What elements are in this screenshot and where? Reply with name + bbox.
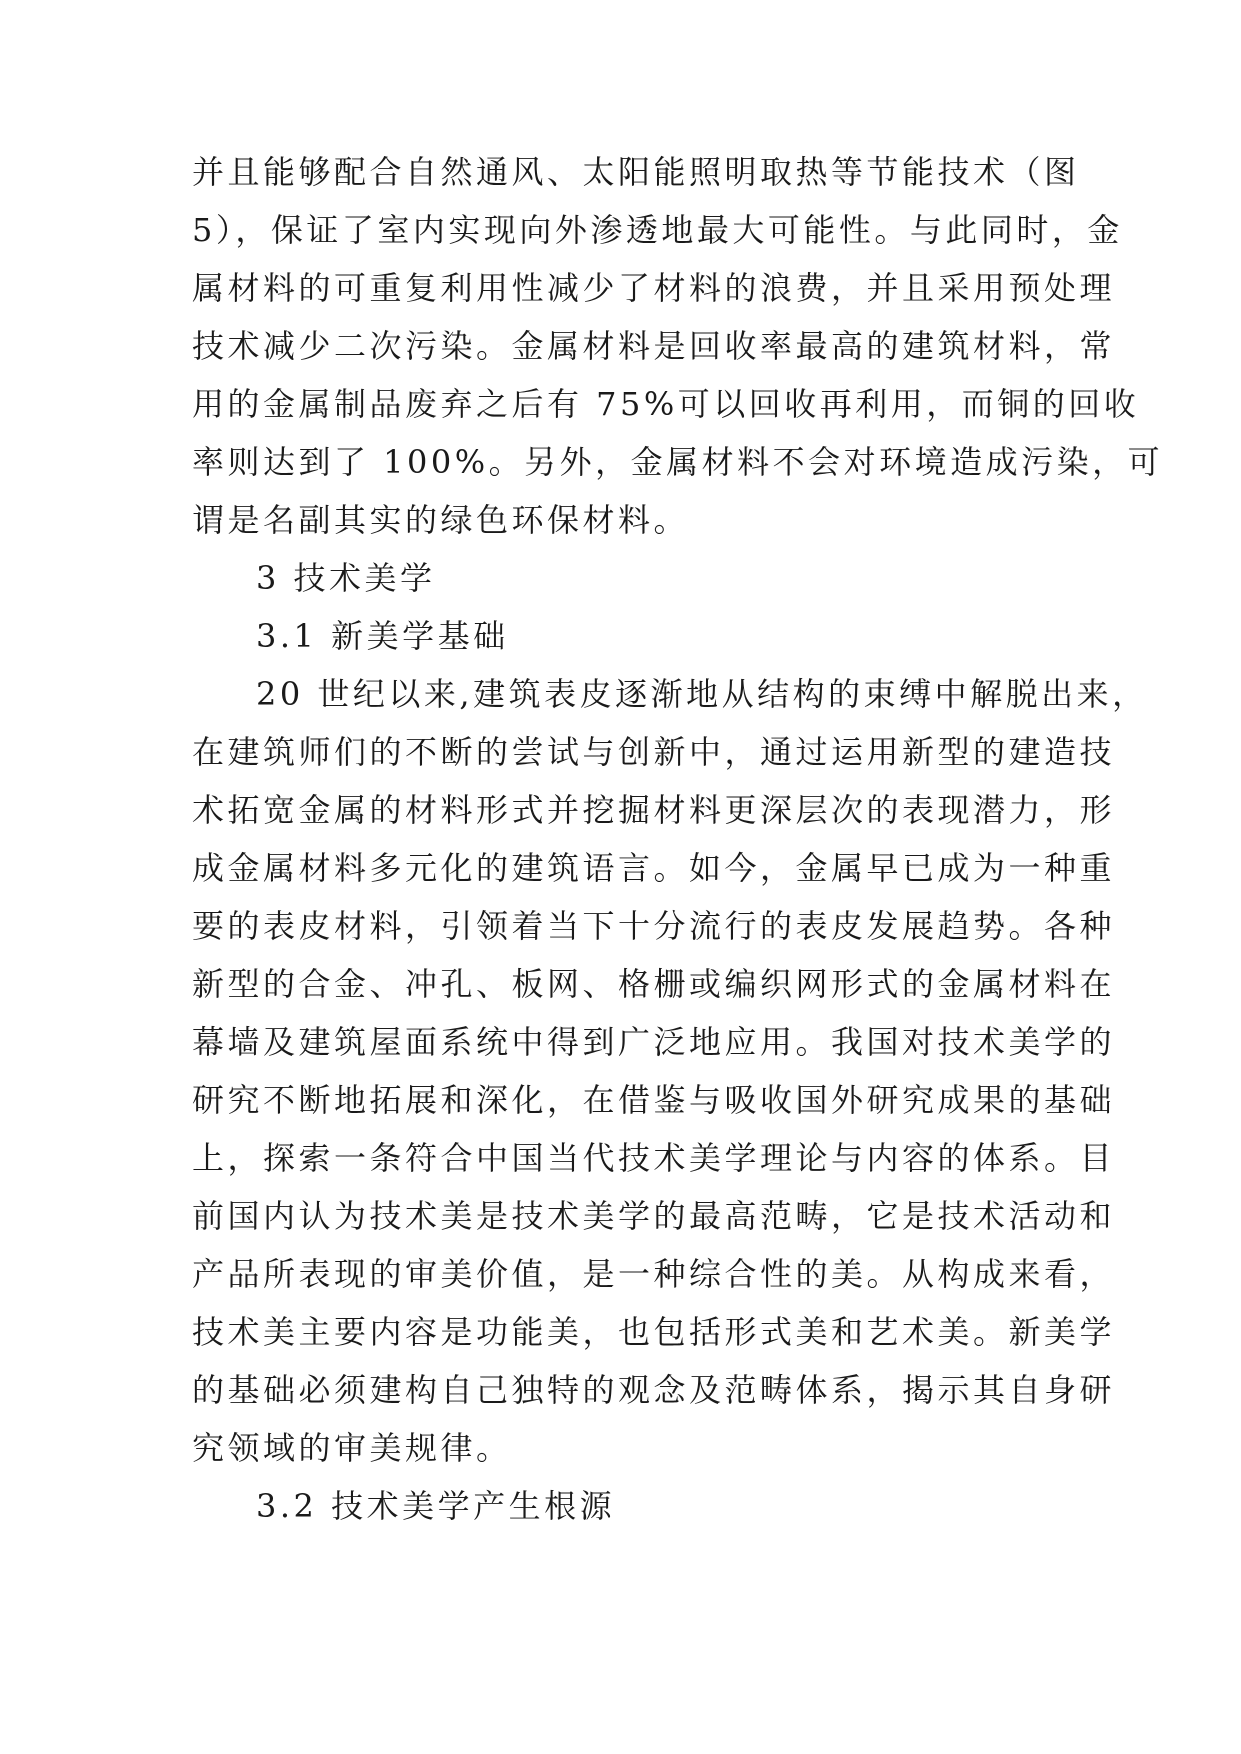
- text-line: 20 世纪以来,建筑表皮逐渐地从结构的束缚中解脱出来，: [256, 675, 1148, 713]
- text-line: 用的金属制品废弃之后有 75%可以回收再利用，而铜的回收: [192, 385, 1140, 423]
- text-line: 要的表皮材料，引领着当下十分流行的表皮发展趋势。各种: [192, 907, 1116, 945]
- text-line: 属材料的可重复利用性减少了材料的浪费，并且采用预处理: [192, 269, 1116, 307]
- text-line: 技术减少二次污染。金属材料是回收率最高的建筑材料，常: [192, 327, 1116, 365]
- text-line: 5），保证了室内实现向外渗透地最大可能性。与此同时，金: [192, 211, 1123, 249]
- text-line: 前国内认为技术美是技术美学的最高范畴，它是技术活动和: [192, 1197, 1116, 1235]
- text-line: 究领域的审美规律。: [192, 1429, 512, 1467]
- section-heading: 3 技术美学: [256, 559, 436, 597]
- text-line: 新型的合金、冲孔、板网、格栅或编织网形式的金属材料在: [192, 965, 1116, 1003]
- text-line: 研究不断地拓展和深化，在借鉴与吸收国外研究成果的基础: [192, 1081, 1116, 1119]
- text-line: 在建筑师们的不断的尝试与创新中，通过运用新型的建造技: [192, 733, 1116, 771]
- text-line: 成金属材料多元化的建筑语言。如今，金属早已成为一种重: [192, 849, 1116, 887]
- subsection-heading: 3.1 新美学基础: [256, 617, 509, 655]
- text-line: 产品所表现的审美价值，是一种综合性的美。从构成来看，: [192, 1255, 1116, 1293]
- text-line: 谓是名副其实的绿色环保材料。: [192, 501, 690, 539]
- text-line: 术拓宽金属的材料形式并挖掘材料更深层次的表现潜力，形: [192, 791, 1116, 829]
- subsection-heading: 3.2 技术美学产生根源: [256, 1487, 616, 1525]
- text-line: 并且能够配合自然通风、太阳能照明取热等节能技术（图: [192, 153, 1080, 191]
- text-line: 率则达到了 100%。另外，金属材料不会对环境造成污染，可: [192, 443, 1164, 481]
- text-line: 上，探索一条符合中国当代技术美学理论与内容的体系。目: [192, 1139, 1116, 1177]
- text-line: 幕墙及建筑屋面系统中得到广泛地应用。我国对技术美学的: [192, 1023, 1116, 1061]
- text-line: 的基础必须建构自己独特的观念及范畴体系，揭示其自身研: [192, 1371, 1116, 1409]
- text-line: 技术美主要内容是功能美，也包括形式美和艺术美。新美学: [192, 1313, 1116, 1351]
